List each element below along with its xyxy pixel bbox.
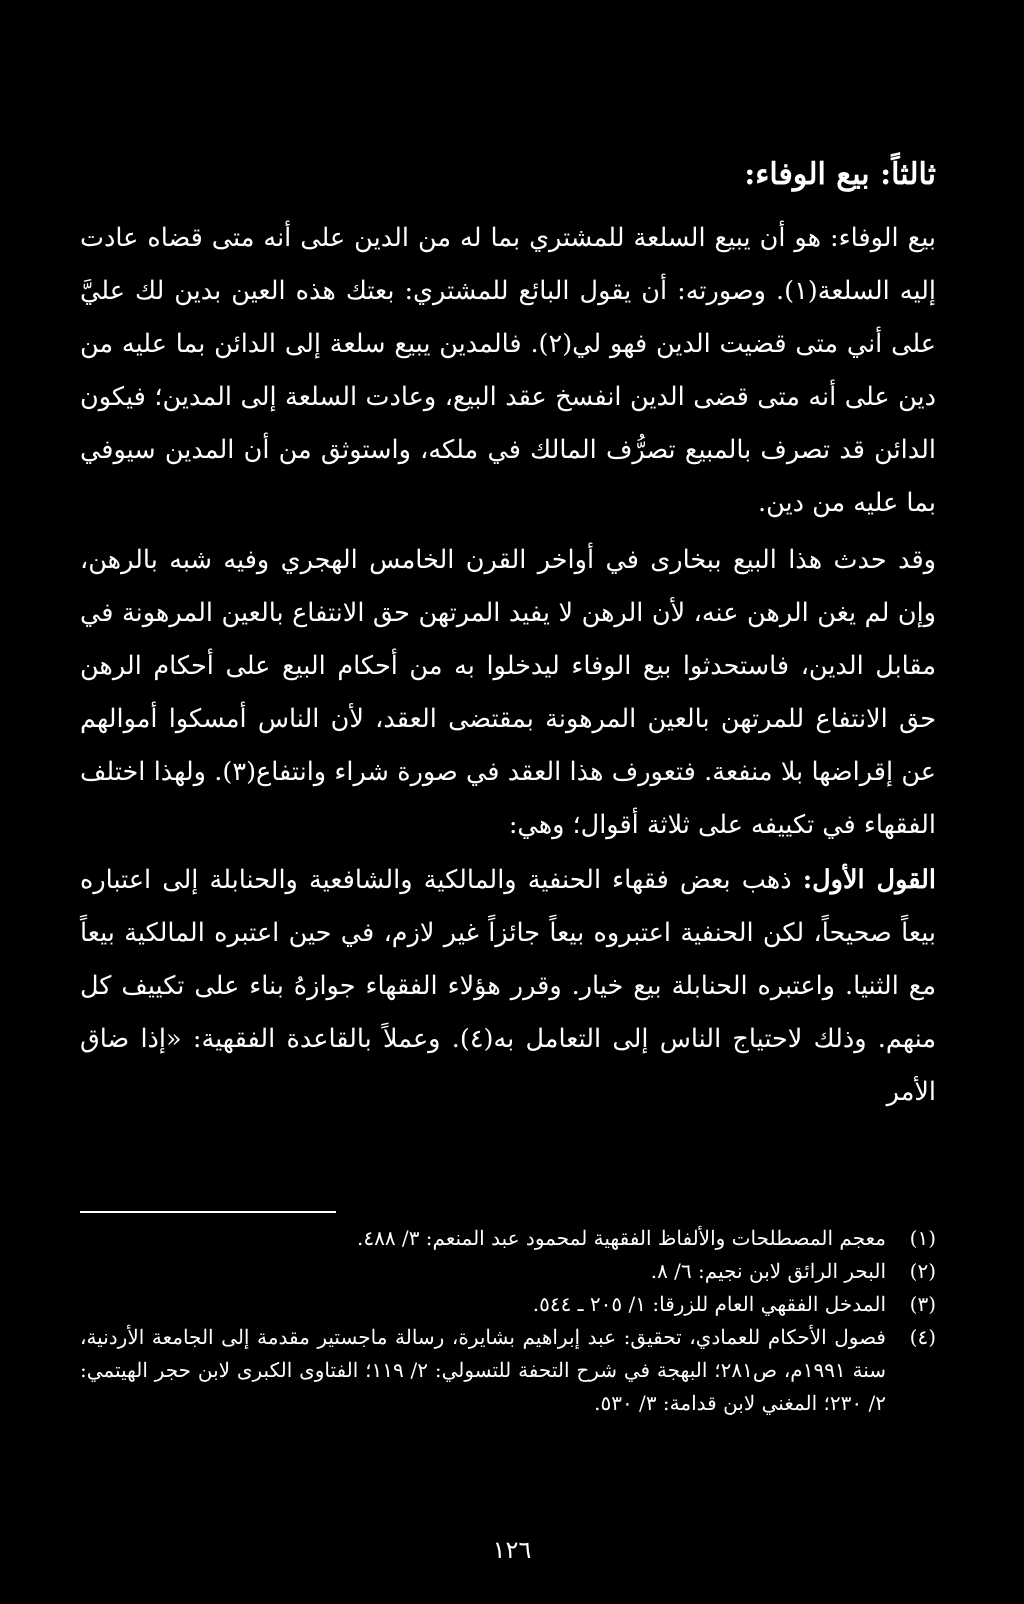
page-body	[80, 150, 936, 1119]
footnote-item	[80, 1321, 936, 1420]
first-opinion-text: ذهب بعض فقهاء الحنفية والمالكية والشافعية والحنابلة إلى اعتباره بيعاً صحيحاً، لكن الحنفية اعتبروه بيعاً جائزاً غير لازم، في حين اعتبره المالكية بيعاً مع الثنيا. واعتبره الحنابلة بيع خيار. وقرر هؤلاء الفقهاء جوازهُ بناء على تكييف كل منهم. وذلك لاحتياج الناس إلى التعامل به(٤). وعملاً بالقاعدة الفقهية: «إذا ضاق الأمر	[80, 865, 936, 1107]
first-opinion-label: القول الأول:	[802, 865, 936, 895]
footnote-text: البحر الرائق لابن نجيم: ٦/ ٨.	[650, 1259, 886, 1283]
footnote-number: (٣)	[909, 1292, 936, 1316]
footnote-number: (٢)	[909, 1259, 936, 1283]
footnote-item	[80, 1222, 936, 1255]
footnote-number: (١)	[909, 1226, 936, 1250]
footnote-text: فصول الأحكام للعمادي، تحقيق: عبد إبراهيم بشايرة، رسالة ماجستير مقدمة إلى الجامعة الأردنية، سنة ١٩٩١م، ص٢٨١؛ البهجة في شرح التحفة للتسولي: ٢/ ١١٩؛ الفتاوى الكبرى لابن حجر الهيتمي: ٢/ ٢٣٠؛ المغني لابن قدامة: ٣/ ٥٣٠.	[80, 1325, 887, 1415]
footnote-text: معجم المصطلحات والألفاظ الفقهية لمحمود عبد المنعم: ٣/ ٤٨٨.	[356, 1226, 886, 1250]
footnotes-list	[80, 1222, 936, 1420]
footnote-divider	[80, 1211, 336, 1213]
footnote-text: المدخل الفقهي العام للزرقا: ١/ ٢٠٥ ـ ٥٤٤.	[532, 1292, 886, 1316]
paragraph-first-opinion	[80, 854, 936, 1119]
footnote-item	[80, 1288, 936, 1321]
footnote-number: (٤)	[909, 1325, 936, 1349]
section-heading: ثالثاً: بيع الوفاء:	[744, 157, 936, 192]
footnote-item	[80, 1255, 936, 1288]
page-number: ١٢٦	[492, 1536, 532, 1564]
paragraph-history: وقد حدث هذا البيع ببخارى في أواخر القرن الخامس الهجري وفيه شبه بالرهن، وإن لم يغن الرهن عنه، لأن الرهن لا يفيد المرتهن حق الانتفاع بالعين المرهونة في مقابل الدين، فاستحدثوا بيع الوفاء ليدخلوا به من أحكام البيع على أحكام الرهن حق الانتفاع للمرتهن بالعين المرهونة بمقتضى العقد، لأن الناس أمسكوا أموالهم عن إقراضها بلا منفعة. فتعورف هذا العقد في صورة شراء وانتفاع(٣). ولهذا اختلف الفقهاء في تكييفه على ثلاثة أقوال؛ وهي:	[80, 545, 936, 840]
paragraph-definition: بيع الوفاء: هو أن يبيع السلعة للمشتري بما له من الدين على أنه متى قضاه عادت إليه السلعة(١). وصورته: أن يقول البائع للمشتري: بعتك هذه العين بدين لك عليَّ على أني متى قضيت الدين فهو لي(٢). فالمدين يبيع سلعة إلى الدائن بما عليه من دين على أنه متى قضى الدين انفسخ عقد البيع، وعادت السلعة إلى المدين؛ فيكون الدائن قد تصرف بالمبيع تصرُّف المالك في ملكه، واستوثق من أن المدين سيوفي بما عليه من دين.	[80, 223, 937, 518]
